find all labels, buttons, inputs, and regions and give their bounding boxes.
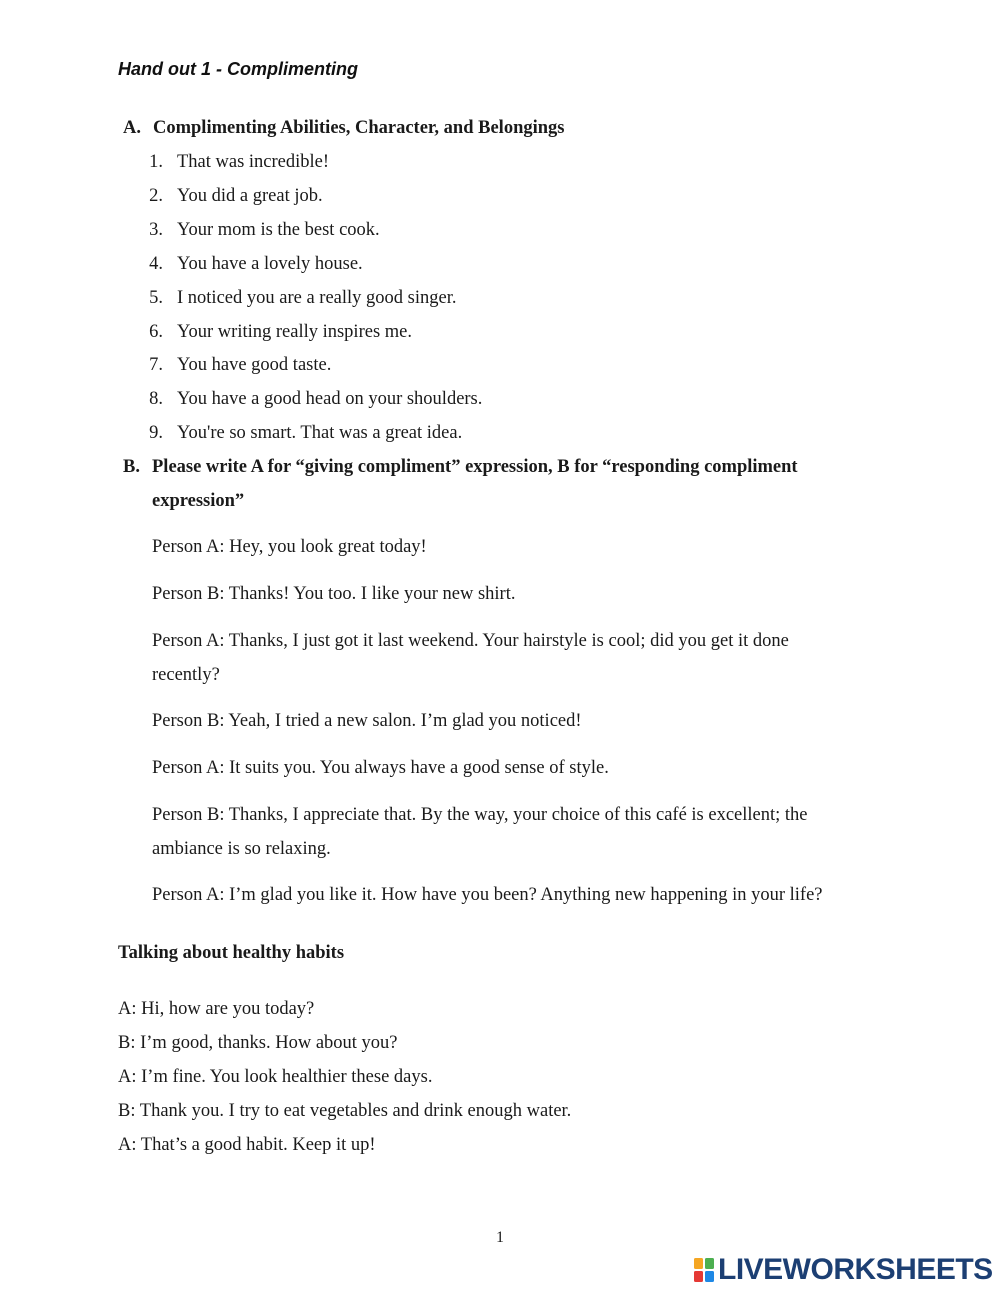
page-number: 1	[496, 1229, 504, 1246]
list-item-text: You have a good head on your shoulders.	[177, 389, 483, 410]
dialogue-line: Person B: Thanks! You too. I like your new shirt.	[152, 584, 516, 604]
dialogue-line: Person A: It suits you. You always have a good sense of style.	[152, 758, 609, 778]
list-item-text: Your writing really inspires me.	[177, 321, 412, 342]
dialogue-line: Person B: Yeah, I tried a new salon. I’m glad you noticed!	[152, 711, 582, 731]
list-item-number: 2.	[149, 185, 163, 206]
dialogue-line: Person A: Hey, you look great today!	[152, 537, 427, 557]
healthy-habits-heading: Talking about healthy habits	[118, 943, 345, 963]
healthy-dialogue-line: B: Thank you. I try to eat vegetables and drink enough water.	[118, 1101, 572, 1121]
dialogue-line: Person B: Thanks, I appreciate that. By the way, your choice of this café is excellent; the	[152, 805, 808, 825]
dialogue-line: Person A: Thanks, I just got it last weekend. Your hairstyle is cool; did you get it done	[152, 631, 789, 651]
document-title: Hand out 1 - Complimenting	[118, 59, 358, 79]
list-item-number: 7.	[149, 355, 163, 376]
list-item-text: I noticed you are a really good singer.	[177, 287, 457, 308]
list-item-number: 6.	[149, 321, 163, 342]
healthy-dialogue-line: A: I’m fine. You look healthier these days.	[118, 1067, 433, 1087]
liveworksheets-logo[interactable]	[693, 1254, 993, 1286]
logo-text: LIVEWORKSHEETS	[718, 1253, 993, 1286]
list-item-text: You're so smart. That was a great idea.	[177, 423, 463, 444]
section-b-heading-line2: expression”	[152, 491, 245, 511]
section-b-letter: B.	[123, 457, 140, 477]
section-a-letter: A.	[123, 118, 141, 138]
list-item-text: That was incredible!	[177, 152, 330, 172]
list-item-text: You have good taste.	[177, 355, 332, 376]
list-item-number: 3.	[149, 219, 163, 240]
liveworksheets-cubes-icon	[693, 1257, 715, 1283]
list-item-number: 1.	[149, 152, 163, 172]
healthy-dialogue-line: B: I’m good, thanks. How about you?	[118, 1033, 398, 1053]
section-b-heading-line1: Please write A for “giving compliment” expression, B for “responding compliment	[152, 457, 798, 477]
list-item-number: 5.	[149, 287, 163, 308]
dialogue-line: Person A: I’m glad you like it. How have you been? Anything new happening in your life?	[152, 885, 823, 905]
list-item-text: You did a great job.	[177, 185, 323, 206]
list-item-text: You have a lovely house.	[177, 253, 363, 274]
healthy-dialogue-line: A: That’s a good habit. Keep it up!	[118, 1135, 376, 1155]
list-item-text: Your mom is the best cook.	[177, 219, 380, 240]
healthy-dialogue-line: A: Hi, how are you today?	[118, 999, 315, 1019]
dialogue-line-continued: recently?	[152, 665, 220, 685]
list-item-number: 8.	[149, 389, 163, 410]
dialogue-line-continued: ambiance is so relaxing.	[152, 839, 331, 859]
list-item-number: 4.	[149, 253, 163, 274]
section-a-heading: Complimenting Abilities, Character, and Belongings	[153, 118, 565, 138]
list-item-number: 9.	[149, 423, 163, 444]
